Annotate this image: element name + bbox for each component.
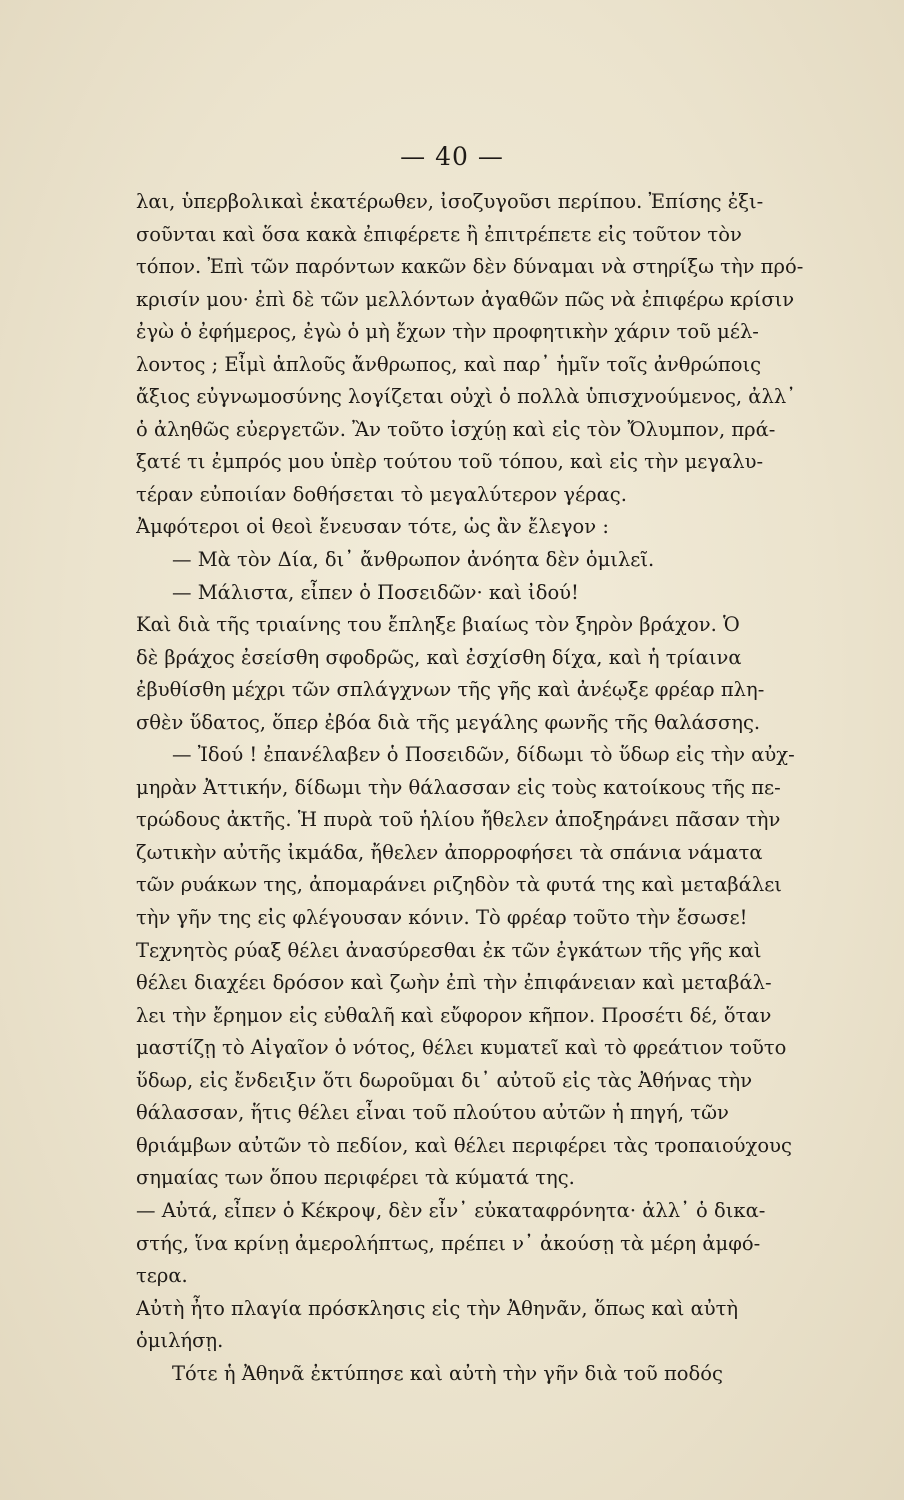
- text-line: Τότε ἡ Ἀθηνᾶ ἐκτύπησε καὶ αὐτὴ τὴν γῆν διὰ τοῦ ποδός: [172, 1361, 723, 1385]
- text-line: ἐβυθίσθη μέχρι τῶν σπλάγχνων τῆς γῆς καὶ ἀνέῳξε φρέαρ πλη-: [136, 678, 765, 702]
- text-line: μαστίζῃ τὸ Αἰγαῖον ὁ νότος, θέλει κυματεῖ καὶ τὸ φρεάτιον τοῦτο: [136, 1036, 787, 1060]
- page-number: — 40 —: [400, 142, 504, 171]
- text-line: ἄξιος εὐγνωμοσύνης λογίζεται οὐχὶ ὁ πολλὰ ὑπισχνούμενος, ἀλλ᾽: [136, 385, 796, 409]
- text-line: τερα.: [136, 1264, 188, 1288]
- dialogue-line: — Ἰδού ! ἐπανέλαβεν ὁ Ποσειδῶν, δίδωμι τὸ ὕδωρ εἰς τὴν αὐχ-: [172, 743, 795, 767]
- dialogue-line: — Μὰ τὸν Δία, δι᾽ ἄνθρωπον ἀνόητα δὲν ὁμιλεῖ.: [172, 548, 655, 572]
- text-line: λοντος ; Εἶμὶ ἁπλοῦς ἄνθρωπος, καὶ παρ᾽ ἡμῖν τοῖς ἀνθρώποις: [136, 352, 762, 376]
- text-line: Τεχνητὸς ρύαξ θέλει ἀνασύρεσθαι ἐκ τῶν ἐγκάτων τῆς γῆς καὶ: [136, 938, 762, 962]
- dialogue-line: — Αὐτά, εἶπεν ὁ Κέκροψ, δὲν εἶν᾽ εὐκαταφρόνητα· ἀλλ᾽ ὁ δικα-: [136, 1198, 766, 1222]
- text-line: λαι, ὑπερβολικαὶ ἑκατέρωθεν, ἰσοζυγοῦσι περίπου. Ἐπίσης ἐξι-: [136, 190, 764, 213]
- text-line: λει τὴν ἔρημον εἰς εὐθαλῆ καὶ εὔφορον κῆπον. Προσέτι δέ, ὅταν: [136, 1003, 772, 1027]
- text-line: τρώδους ἀκτῆς. Ἡ πυρὰ τοῦ ἡλίου ἤθελεν ἀποξηράνει πᾶσαν τὴν: [136, 808, 781, 832]
- text-line: τὴν γῆν της εἰς φλέγουσαν κόνιν. Τὸ φρέαρ τοῦτο τὴν ἔσωσε!: [136, 906, 748, 930]
- text-line: ἐγὼ ὁ ἐφήμερος, ἐγὼ ὁ μὴ ἔχων τὴν προφητικὴν χάριν τοῦ μέλ-: [136, 320, 759, 344]
- text-line: θέλει διαχέει δρόσον καὶ ζωὴν ἐπὶ τὴν ἐπιφάνειαν καὶ μεταβάλ-: [136, 971, 772, 995]
- text-line: σημαίας των ὅπου περιφέρει τὰ κύματά της.: [136, 1166, 575, 1190]
- text-line: Αὐτὴ ἦτο πλαγία πρόσκλησις εἰς τὴν Ἀθηνᾶν, ὅπως καὶ αὐτὴ: [136, 1296, 739, 1320]
- text-line: ὁ ἀληθῶς εὐεργετῶν. Ἂν τοῦτο ἰσχύῃ καὶ εἰς τὸν Ὄλυμπον, πρά-: [136, 417, 776, 441]
- text-line: θριάμβων αὐτῶν τὸ πεδίον, καὶ θέλει περιφέρει τὰς τροπαιούχους: [136, 1133, 792, 1157]
- text-line: ὁμιλήσῃ.: [136, 1329, 224, 1353]
- text-line: Καὶ διὰ τῆς τριαίνης του ἔπληξε βιαίως τὸν ξηρὸν βράχον. Ὁ: [136, 613, 740, 637]
- text-line: μηρὰν Ἀττικήν, δίδωμι τὴν θάλασσαν εἰς τοὺς κατοίκους τῆς πε-: [136, 775, 781, 799]
- text-line: ζωτικὴν αὐτῆς ἰκμάδα, ἤθελεν ἀπορροφήσει τὰ σπάνια νάματα: [136, 840, 763, 864]
- text-line: θάλασσαν, ἥτις θέλει εἶναι τοῦ πλούτου αὐτῶν ἡ πηγή, τῶν: [136, 1101, 729, 1125]
- text-line: ξατέ τι ἐμπρός μου ὑπὲρ τούτου τοῦ τόπου, καὶ εἰς τὴν μεγαλυ-: [136, 450, 764, 474]
- text-line: δὲ βράχος ἐσείσθη σφοδρῶς, καὶ ἐσχίσθη δίχα, καὶ ἡ τρίαινα: [136, 645, 742, 669]
- text-line: Ἀμφότεροι οἱ θεοὶ ἔνευσαν τότε, ὡς ἂν ἔλεγον :: [136, 515, 609, 539]
- text-line: σθὲν ὕδατος, ὅπερ ἐβόα διὰ τῆς μεγάλης φωνῆς τῆς θαλάσσης.: [136, 710, 761, 734]
- dialogue-line: — Μάλιστα, εἶπεν ὁ Ποσειδῶν· καὶ ἰδού!: [172, 580, 579, 604]
- body-text: [136, 186, 868, 1390]
- text-line: τῶν ρυάκων της, ἀπομαράνει ριζηδὸν τὰ φυτά της καὶ μεταβάλει: [136, 873, 782, 897]
- text-line: στής, ἵνα κρίνῃ ἀμερολήπτως, πρέπει ν᾽ ἀκούσῃ τὰ μέρη ἀμφό-: [136, 1231, 761, 1255]
- text-line: σοῦνται καὶ ὅσα κακὰ ἐπιφέρετε ἢ ἐπιτρέπετε εἰς τοῦτον τὸν: [136, 222, 742, 246]
- text-line: ὕδωρ, εἰς ἔνδειξιν ὅτι δωροῦμαι δι᾽ αὐτοῦ εἰς τὰς Ἀθήνας τὴν: [136, 1068, 753, 1092]
- text-line: κρισίν μου· ἐπὶ δὲ τῶν μελλόντων ἀγαθῶν πῶς νὰ ἐπιφέρω κρίσιν: [136, 287, 795, 311]
- text-line: τόπον. Ἐπὶ τῶν παρόντων κακῶν δὲν δύναμαι νὰ στηρίξω τὴν πρό-: [136, 255, 804, 279]
- text-line: τέραν εὐποιίαν δοθήσεται τὸ μεγαλύτερον γέρας.: [136, 482, 627, 506]
